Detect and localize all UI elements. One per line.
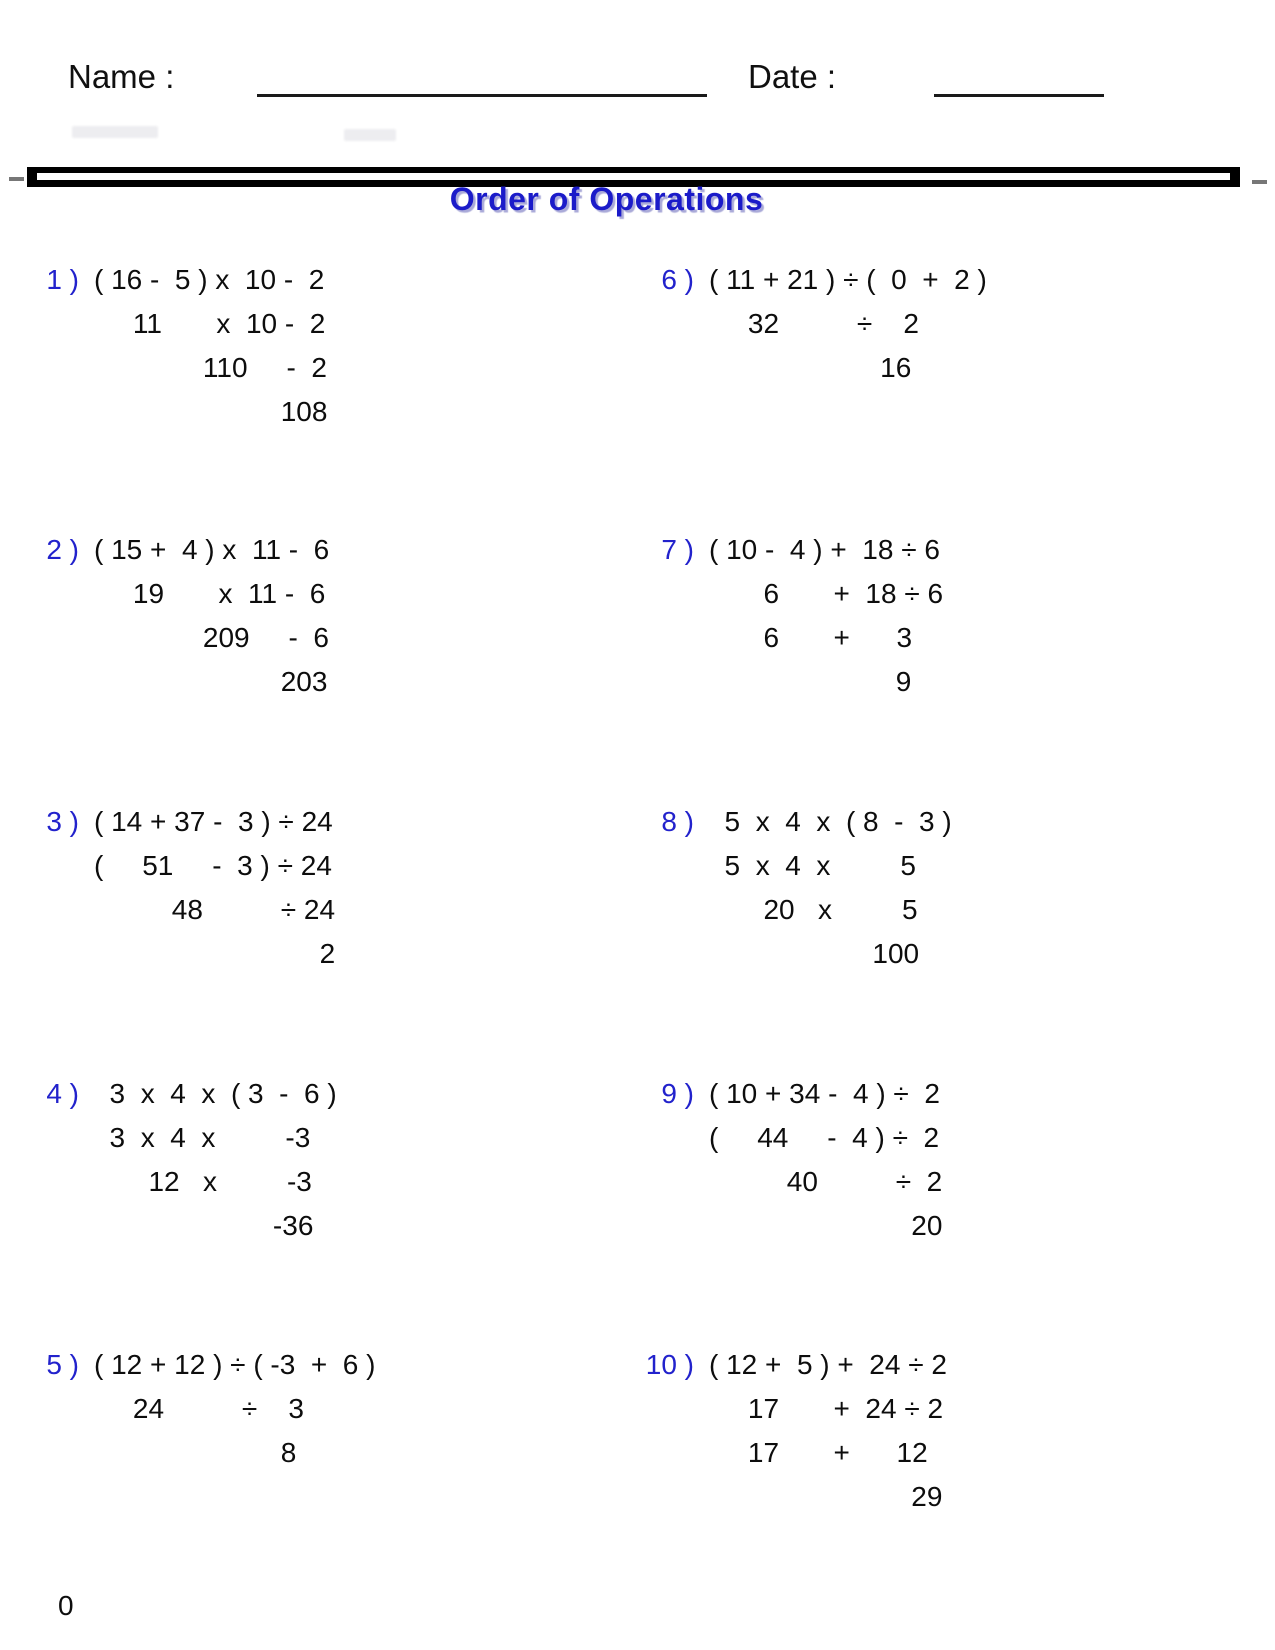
work-line: 110 - 2 bbox=[94, 352, 327, 383]
problem-work bbox=[94, 800, 335, 976]
problem-2 bbox=[37, 528, 329, 704]
answer-line: 9 bbox=[709, 666, 912, 697]
problem-number: 3 ) bbox=[46, 806, 79, 837]
problem-work bbox=[709, 1072, 942, 1248]
work-line: 3 x 4 x -3 bbox=[94, 1122, 311, 1153]
problem-number: 1 ) bbox=[46, 264, 79, 295]
work-line: 20 x 5 bbox=[709, 894, 918, 925]
problem-4 bbox=[37, 1072, 337, 1248]
problem-number: 7 ) bbox=[661, 534, 694, 565]
work-line: ( 10 + 34 - 4 ) ÷ 2 bbox=[709, 1078, 940, 1109]
faint-print-artifact bbox=[72, 126, 158, 138]
work-line: ( 10 - 4 ) + 18 ÷ 6 bbox=[709, 534, 940, 565]
work-line: ( 15 + 4 ) x 11 - 6 bbox=[94, 534, 330, 565]
problem-work bbox=[709, 258, 987, 390]
problem-number: 8 ) bbox=[661, 806, 694, 837]
problem-9 bbox=[640, 1072, 942, 1248]
work-line: 209 - 6 bbox=[94, 622, 329, 653]
problem-number: 5 ) bbox=[46, 1349, 79, 1380]
page-title: Order of Operations bbox=[449, 181, 764, 217]
work-line: 24 ÷ 3 bbox=[94, 1393, 304, 1424]
divider-edge-dash-right bbox=[1252, 180, 1267, 184]
problem-1 bbox=[37, 258, 327, 434]
answer-line: -36 bbox=[94, 1210, 314, 1241]
work-line: ( 11 + 21 ) ÷ ( 0 + 2 ) bbox=[709, 264, 987, 295]
answer-line: 29 bbox=[709, 1481, 943, 1512]
problem-work bbox=[709, 800, 952, 976]
work-line: 40 ÷ 2 bbox=[709, 1166, 943, 1197]
problem-work bbox=[94, 258, 327, 434]
problem-number: 4 ) bbox=[46, 1078, 79, 1109]
page-number: 0 bbox=[58, 1590, 74, 1621]
answer-line: 8 bbox=[94, 1437, 297, 1468]
problem-number: 6 ) bbox=[661, 264, 694, 295]
work-line: 12 x -3 bbox=[94, 1166, 312, 1197]
work-line: 6 + 3 bbox=[709, 622, 913, 653]
work-line: 48 ÷ 24 bbox=[94, 894, 336, 925]
problem-10 bbox=[640, 1343, 947, 1519]
problem-7 bbox=[640, 528, 943, 704]
work-line: 17 + 12 bbox=[709, 1437, 928, 1468]
work-line: ( 12 + 5 ) + 24 ÷ 2 bbox=[709, 1349, 947, 1380]
work-line: ( 12 + 12 ) ÷ ( -3 + 6 ) bbox=[94, 1349, 376, 1380]
work-line: 5 x 4 x ( 8 - 3 ) bbox=[709, 806, 952, 837]
answer-line: 100 bbox=[709, 938, 920, 969]
problem-work bbox=[709, 528, 943, 704]
work-line: 5 x 4 x 5 bbox=[709, 850, 916, 881]
answer-line: 2 bbox=[94, 938, 336, 969]
answer-line: 16 bbox=[709, 352, 912, 383]
answer-line: 20 bbox=[709, 1210, 943, 1241]
problem-work bbox=[709, 1343, 947, 1519]
date-label: Date : bbox=[748, 58, 837, 95]
work-line: 6 + 18 ÷ 6 bbox=[709, 578, 944, 609]
work-line: 32 ÷ 2 bbox=[709, 308, 919, 339]
problem-8 bbox=[640, 800, 952, 976]
answer-line: 203 bbox=[94, 666, 328, 697]
problem-work bbox=[94, 528, 329, 704]
work-line: 19 x 11 - 6 bbox=[94, 578, 326, 609]
name-label: Name : bbox=[68, 58, 175, 95]
work-line: ( 44 - 4 ) ÷ 2 bbox=[709, 1122, 940, 1153]
work-line: ( 14 + 37 - 3 ) ÷ 24 bbox=[94, 806, 333, 837]
work-line: ( 16 - 5 ) x 10 - 2 bbox=[94, 264, 325, 295]
work-line: 11 x 10 - 2 bbox=[94, 308, 326, 339]
date-fill-line bbox=[934, 94, 1104, 97]
work-line: 17 + 24 ÷ 2 bbox=[709, 1393, 944, 1424]
problem-number: 10 ) bbox=[645, 1349, 694, 1380]
work-line: 3 x 4 x ( 3 - 6 ) bbox=[94, 1078, 337, 1109]
problem-3 bbox=[37, 800, 335, 976]
problem-number: 9 ) bbox=[661, 1078, 694, 1109]
problem-5 bbox=[37, 1343, 375, 1475]
faint-print-artifact bbox=[344, 129, 396, 141]
problem-number: 2 ) bbox=[46, 534, 79, 565]
problem-work bbox=[94, 1343, 375, 1475]
problem-6 bbox=[640, 258, 987, 390]
answer-line: 108 bbox=[94, 396, 328, 427]
name-fill-line bbox=[257, 94, 707, 97]
work-line: ( 51 - 3 ) ÷ 24 bbox=[94, 850, 332, 881]
problem-work bbox=[94, 1072, 337, 1248]
